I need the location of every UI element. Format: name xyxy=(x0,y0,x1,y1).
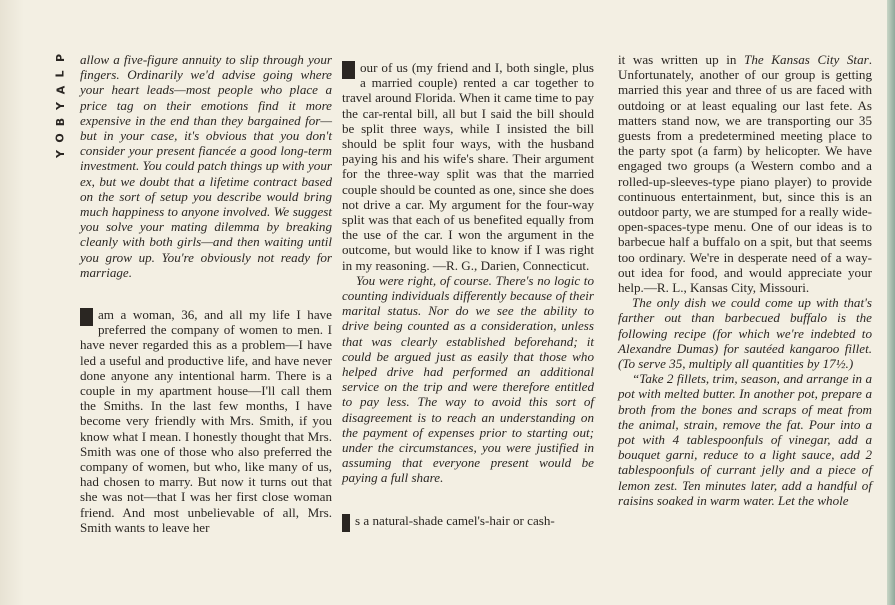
column-2 xyxy=(342,60,594,532)
masthead-letter: B xyxy=(53,117,67,127)
letter-text: . Unfortunately, another of our group is getting married this year and three of us are faced with outdoing or at least equaling our last fete. As matters stand now, we are transporting our 35 guests from a predetermined meeting place to the party spot (a farm) by helicopter. We have engaged two groups (a Western combo and a rolled-up-sleeves-type piano player) to provide continuous entertainment, but, since this is an outdoor party, we are stumped for a really wide-open-spaces-type menu. One of our ideas is to barbecue half a buffalo on a spit, but that seems too ordinary. We're in desperate need of a way-out idea for food, and would appreciate your help.—R. L., Kansas City, Missouri. xyxy=(618,52,872,296)
recipe-paragraph: “Take 2 fillets, trim, season, and arrange in a pot with melted butter. In another pot, prepare a broth from the bones and scraps of meat from the animal, strain, remove the fat. Pour into a pot with 4 tablespoonfuls of vinegar, add a bouquet garni, reduce to a light sauce, add 2 tablespoonfuls of currant jelly and a piece of lemon zest. Ten minutes later, add a handful of raisins soaked in warm water. Let the whole xyxy=(618,371,872,508)
magazine-masthead xyxy=(50,50,72,162)
letter-paragraph xyxy=(80,307,332,535)
column-1 xyxy=(80,52,332,535)
answer-paragraph: You were right, of course. There's no logic to counting individuals differently because of their marital status. Nor do we see the ability to drive being counted as a consideration, unless that was clearly established beforehand; it could be argued just as easily that those who helped drive had performed an additional service on the trip and were therefore entitled to pay less. The way to avoid this sort of disagreement is to reach an understanding on the payment of expenses prior to starting out; under the circumstances, you were justified in assuming that everyone present would be paying a full share. xyxy=(342,272,594,486)
masthead-letter: L xyxy=(53,70,67,78)
letter-text: it was written up in xyxy=(618,52,745,67)
masthead-letter: A xyxy=(53,85,67,95)
page-edge xyxy=(887,0,895,605)
answer-paragraph: The only dish we could come up with that's farther out than barbecued buffalo is the following recipe (for which we're indebted to Alexandre Dumas) for sautéed kangaroo fillet. (To serve 35, multiply all quantities by 17½.) xyxy=(618,295,872,372)
letter-paragraph xyxy=(342,513,594,528)
letter-paragraph xyxy=(342,60,594,273)
answer-paragraph: allow a five-figure annuity to slip through your fingers. Ordinarily we'd advise going where your heart leads—most people who place a price tag on their emotions find it more expensive in the end than they bargained for—but in your case, it's obvious that you don't consider your present fiancée a good long-term investment. You could patch things up with your ex, but we doubt that a lifetime contract based on the sort of setup you describe would bring much happiness to anyone involved. We suggest you solve your mating dilemma by breaking cleanly with both girls—and then waiting until you grow up. You're obviously not ready for marriage. xyxy=(80,52,332,280)
drop-cap-block xyxy=(342,514,350,532)
publication-title: The Kansas City Star xyxy=(744,52,869,67)
letter-paragraph xyxy=(618,52,872,295)
letter-text: am a woman, 36, and all my life I have preferred the company of women to men. I have never regarded this as a problem—I have led a useful and productive life, and have never done anyone any intentional harm. There is a couple in my apartment house—I'll call them the Smiths. In the last few months, I have become very friendly with Mrs. Smith, if you know what I mean. I honestly thought that Mrs. Smith was one of those who also preferred the company of women, but who, like many of us, had chosen to marry. But now it turns out that she was not—that I was her first close woman friend. And most unbelievable of all, Mrs. Smith wants to leave her xyxy=(80,307,332,535)
masthead-letter: Y xyxy=(54,150,67,158)
letter-text: s a natural-shade camel's-hair or cash- xyxy=(355,512,555,528)
letter-text: our of us (my friend and I, both single, plus a married couple) rented a car together to travel around Florida. When it came time to pay the car-rental bill, all but I said the bill should be split three ways, while I insisted the bill should be split four ways, with the husband paying his and his wife's share. Their argument for the three-way split was that the married couple should be counted as one, since she does not drive a car. My argument for the four-way split was that each of us benefited equally from the use of the car. I won the argument in the outcome, but would like to know if I was right in my reasoning. —R. G., Darien, Connecticut. xyxy=(342,60,594,273)
masthead-letter: Y xyxy=(54,102,67,110)
masthead-letter: P xyxy=(54,53,67,63)
column-3 xyxy=(618,52,872,508)
drop-cap-block xyxy=(342,61,355,79)
page-gutter xyxy=(0,0,24,605)
drop-cap-block xyxy=(80,308,93,326)
masthead-letter: O xyxy=(53,133,67,143)
